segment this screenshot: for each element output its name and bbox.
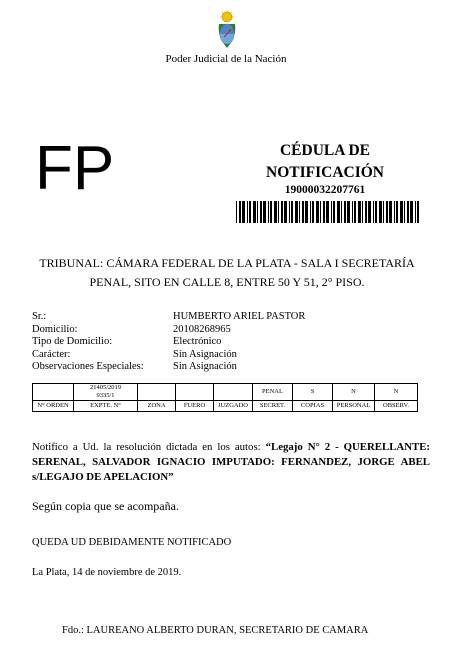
cedula-title — [225, 140, 425, 184]
grid-header-zona: ZONA — [138, 401, 176, 412]
field-value: Sin Asignación — [173, 348, 237, 360]
notification-intro: Notifico a Ud. la resolución dictada en los autos: — [32, 441, 266, 453]
grid-header-observ: OBSERV. — [375, 401, 418, 412]
field-value: 20108268965 — [173, 323, 231, 335]
field-row — [32, 336, 305, 349]
institution-header: Poder Judicial de la Nación — [165, 53, 287, 65]
grid-cell-n-orden — [33, 384, 74, 401]
tribunal-line1: TRIBUNAL: CÁMARA FEDERAL DE LA PLATA - SALA I SECRETARÍA — [39, 256, 415, 270]
grid-expte-line2: 9335/1 — [96, 392, 115, 399]
field-row — [32, 361, 305, 374]
tribunal-info — [22, 254, 432, 292]
barcode-icon — [236, 201, 419, 223]
cedula-number: 19000032207761 — [284, 184, 366, 196]
grid-cell-observ: N — [375, 384, 418, 401]
grid-cell-expte — [74, 384, 138, 401]
copia-note: Según copia que se acompaña. — [32, 499, 179, 513]
grid-cell-juzgado — [214, 384, 253, 401]
grid-cell-zona — [138, 384, 176, 401]
date-line: La Plata, 14 de noviembre de 2019. — [32, 567, 182, 578]
coat-of-arms-icon — [216, 10, 238, 50]
grid-header-secret: SECRET. — [253, 401, 293, 412]
grid-cell-secret: PENAL — [253, 384, 293, 401]
fp-code: FP — [35, 134, 115, 203]
signature-line: Fdo.: LAUREANO ALBERTO DURAN, SECRETARIO DE CAMARA — [62, 625, 369, 636]
grid-header-n-orden: N° ORDEN — [33, 401, 74, 412]
grid-cell-personal: N — [333, 384, 375, 401]
field-label: Observaciones Especiales: — [32, 361, 144, 372]
notification-text — [32, 440, 430, 485]
tribunal-line2: PENAL, SITO EN CALLE 8, ENTRE 50 Y 51, 2° PISO. — [89, 275, 365, 289]
notification-case: “Legajo N° 2 - QUERELLANTE: SERENAL, SALVADOR IGNACIO IMPUTADO: FERNANDEZ, JORGE ABEL s/LEGAJO DE APELACION” — [32, 441, 431, 483]
field-label: Carácter: — [32, 348, 71, 360]
field-row — [32, 324, 305, 337]
grid-header-fuero: FUERO — [176, 401, 214, 412]
grid-header-juzgado: JUZGADO — [214, 401, 253, 412]
field-label: Sr.: — [32, 311, 47, 322]
grid-header-expte: EXPTE. N° — [74, 401, 138, 412]
grid-expte-line1: 21405/2019 — [89, 384, 122, 391]
field-label: Domicilio: — [32, 323, 78, 335]
field-label: Tipo de Domicilio: — [32, 336, 113, 347]
field-value: HUMBERTO ARIEL PASTOR — [173, 311, 306, 322]
field-value: Sin Asignación — [173, 361, 237, 372]
grid-header-copias: COPIAS — [293, 401, 333, 412]
grid-cell-copias: S — [293, 384, 333, 401]
notified-statement: QUEDA UD DEBIDAMENTE NOTIFICADO — [32, 537, 232, 548]
recipient-fields — [32, 311, 305, 374]
field-row — [32, 311, 305, 324]
grid-header-personal: PERSONAL — [333, 401, 375, 412]
case-grid — [32, 383, 418, 412]
cedula-title-line2: NOTIFICACIÓN — [266, 164, 384, 181]
cedula-title-line1: CÉDULA DE — [279, 142, 370, 159]
grid-header-row — [33, 401, 418, 412]
field-value: Electrónico — [173, 336, 222, 347]
grid-values-row — [33, 384, 418, 401]
grid-cell-fuero — [176, 384, 214, 401]
field-row — [32, 349, 305, 362]
